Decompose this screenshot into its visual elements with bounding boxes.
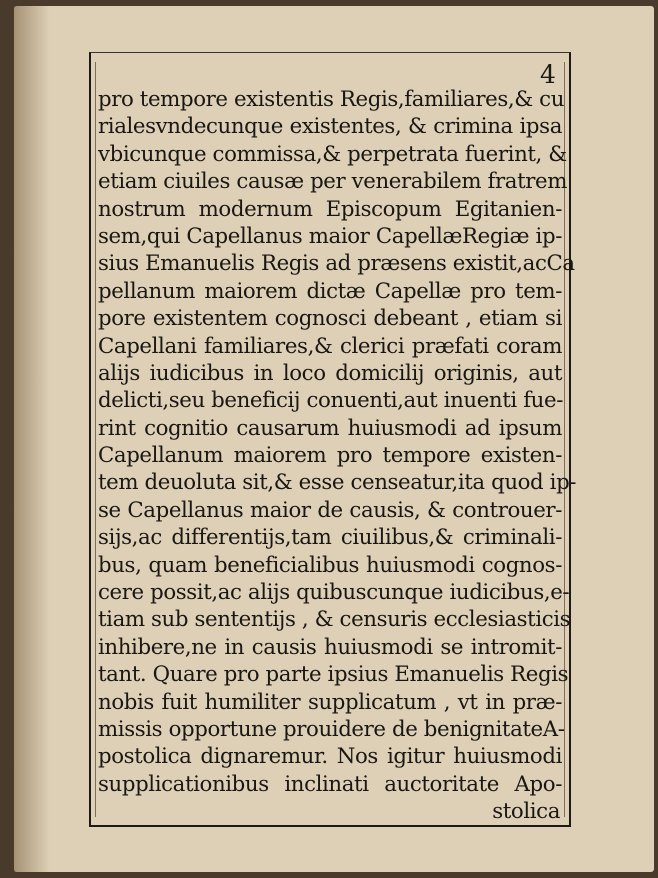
text-line: tant. Quare pro parte ipsius Emanuelis Regis [98,662,569,688]
text-line: se Capellanus maior de causis, & controuer- [98,497,562,523]
text-line: pro tempore existentis Regis,familiares,& cu [98,87,565,112]
text-line: Capellanum maiorem pro tempore existen- [98,443,562,469]
text-line: sem,qui Capellanus maior CapellæRegiæ ip- [98,223,562,249]
text-line: delicti,seu beneficij conuenti,aut inuenti fue- [98,388,563,414]
text-line: nobis fuit humiliter supplicatum , vt in præ- [98,689,562,715]
text-line: Capellani familiares,& clerici præfati coram [98,333,562,359]
text-line: missis opportune prouidere de benignitateA- [98,716,565,742]
body-text [98,86,577,826]
page-number: 4 [540,60,556,89]
text-line: sijs,ac differentijs,tam ciuilibus,& criminali- [98,525,562,551]
text-line: bus, quam beneficialibus huiusmodi cognos- [98,552,562,578]
text-line: inhibere,ne in causis huiusmodi se intromit- [98,634,562,660]
text-line: supplicationibus inclinati auctoritate Apo- [98,771,562,797]
text-line: tiam sub sententijs , & censuris ecclesiasticis [98,607,571,633]
text-line: pellanum maiorem dictæ Capellæ pro tem- [98,278,562,304]
catchword: stolica [492,799,560,825]
text-line: rialesvndecunque existentes, & crimina ipsa [98,114,562,140]
text-line: pore existentem cognosci debeant , etiam si [98,306,562,332]
spine-shadow [14,6,50,872]
text-line: nostrum modernum Episcopum Egitanien- [98,196,562,222]
text-line: tem deuoluta sit,& esse censeatur,ita quod ip- [98,470,577,496]
text-line: etiam ciuiles causæ per venerabilem fratrem [98,169,568,195]
text-line: cere possit,ac alijs quibuscunque iudicibus,e- [98,580,570,606]
text-line: rint cognitio causarum huiusmodi ad ipsum [98,415,562,441]
text-line: alijs iudicibus in loco domicilij originis, aut [98,360,562,386]
text-line: vbicunque commissa,& perpetrata fuerint, & [98,141,567,167]
text-line: sius Emanuelis Regis ad præsens existit,acCa [98,251,575,277]
text-line: postolica dignaremur. Nos igitur huiusmodi [98,744,562,770]
